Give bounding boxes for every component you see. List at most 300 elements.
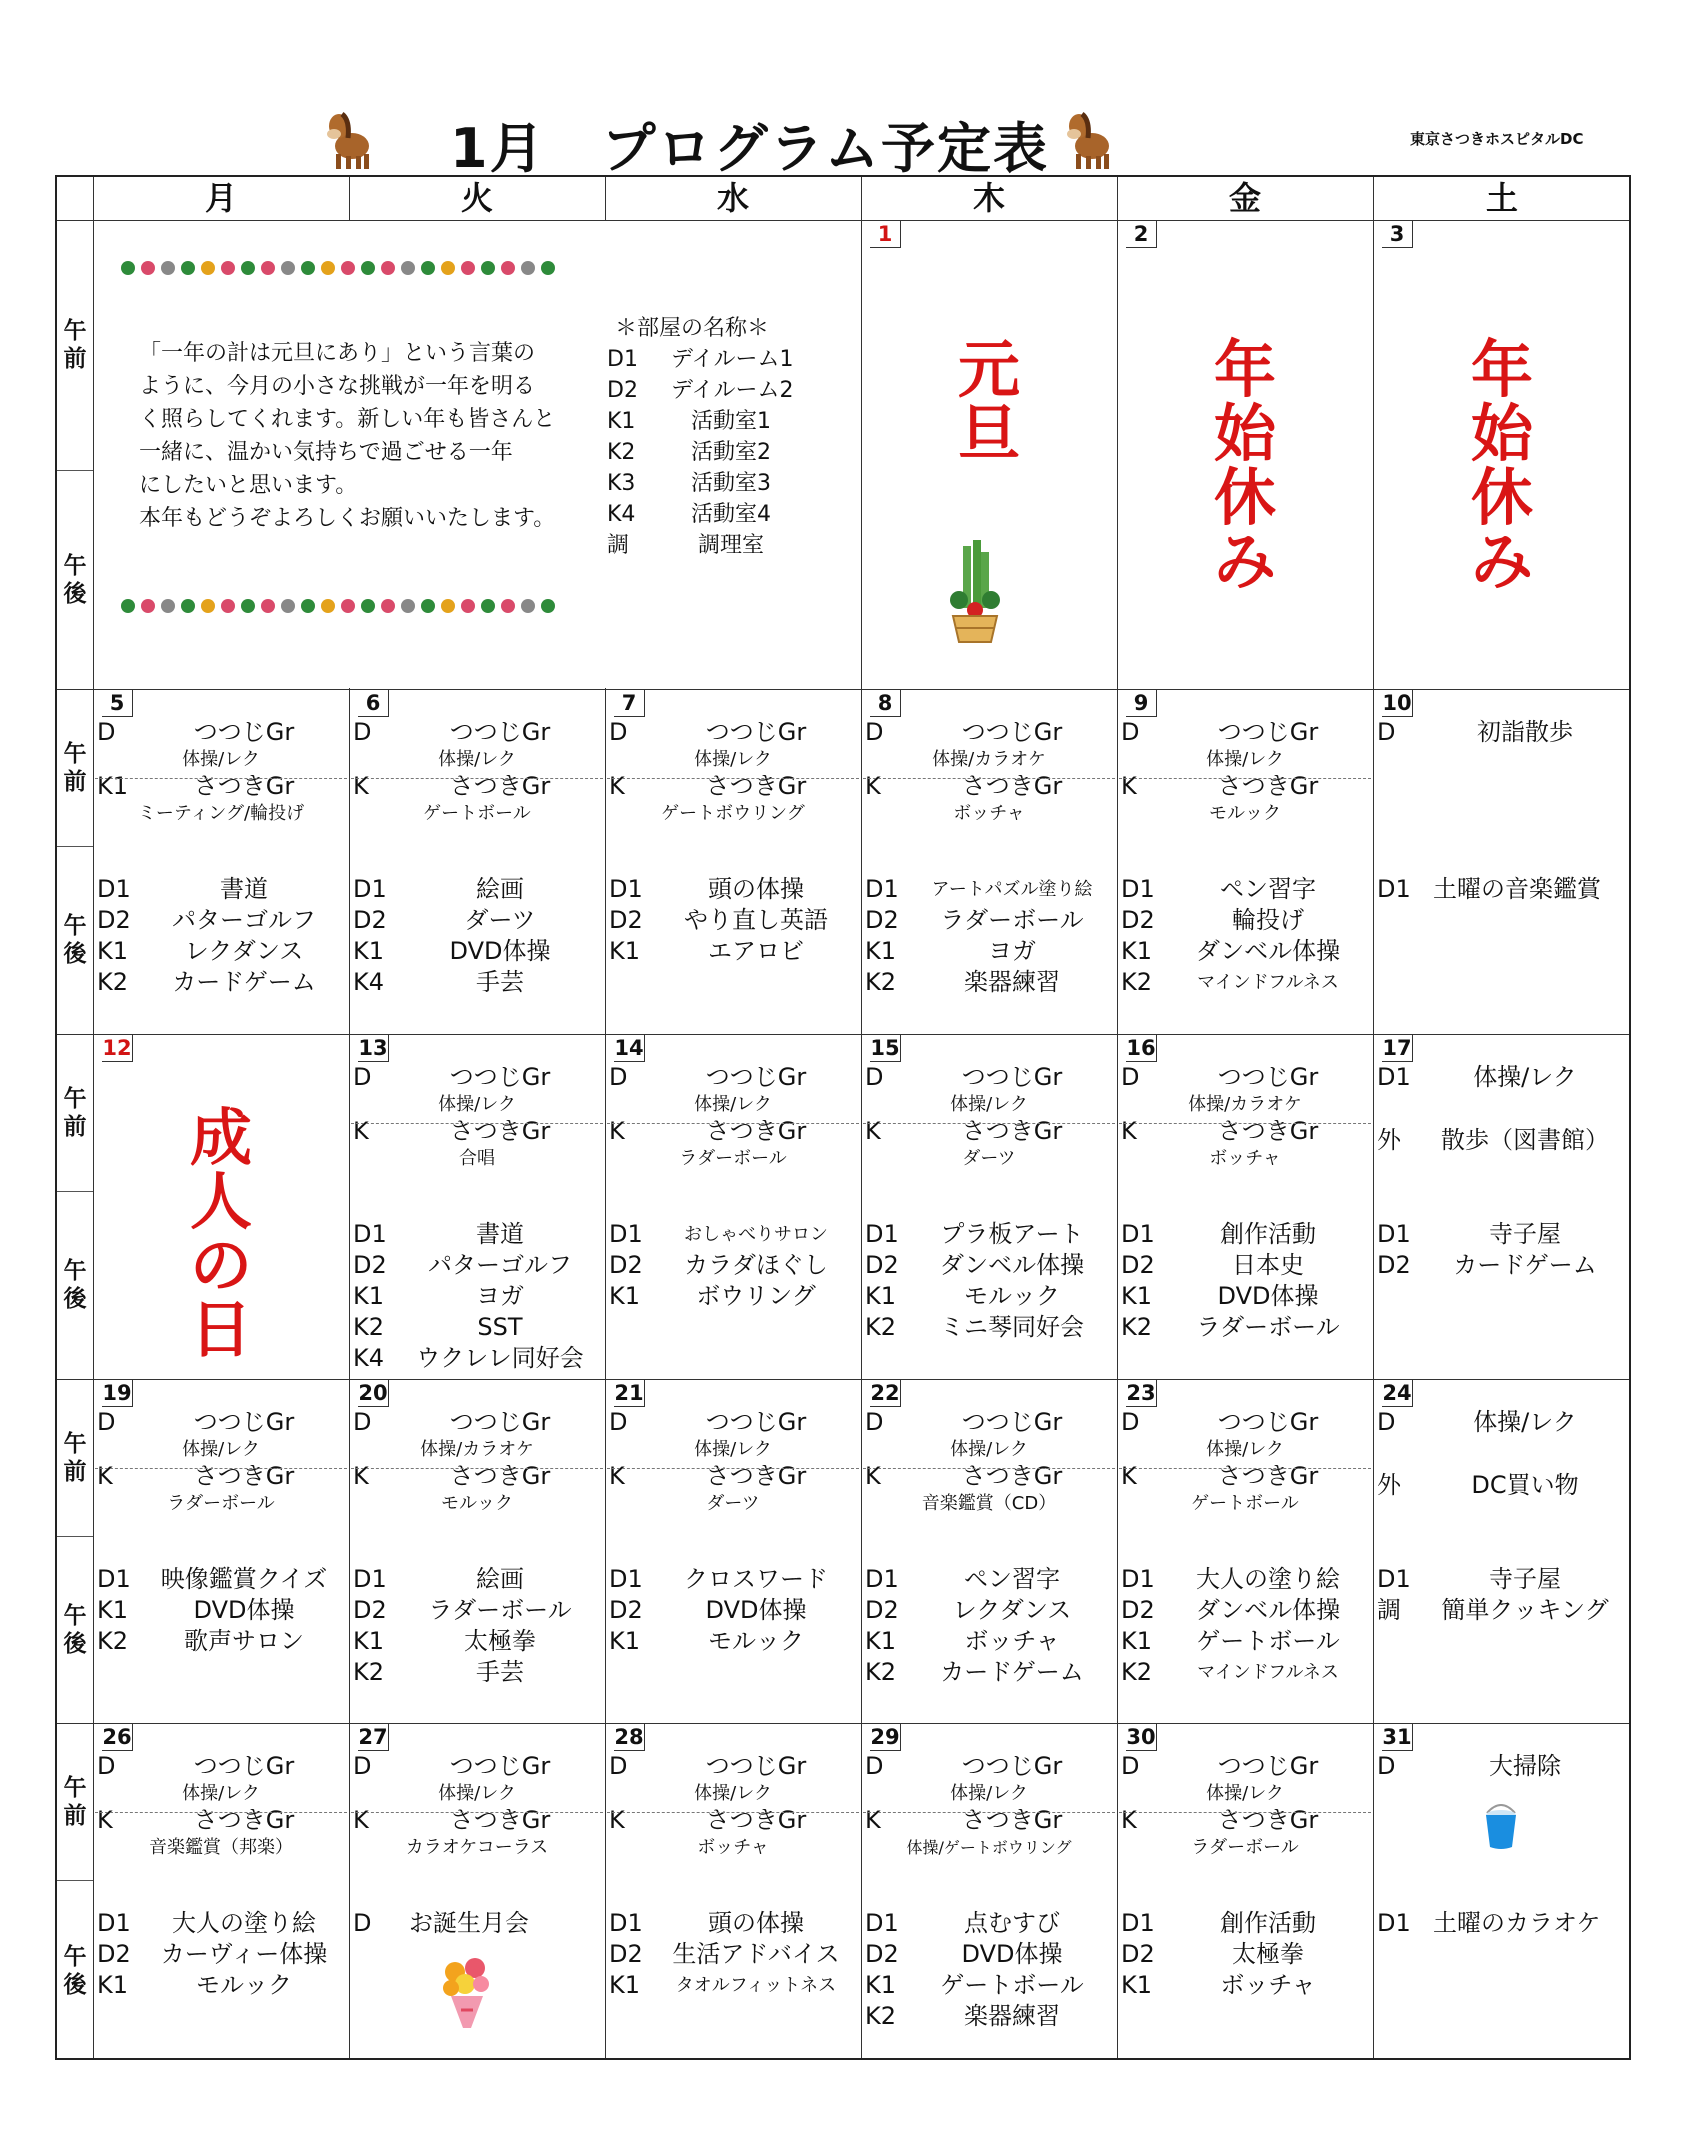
am-activity xyxy=(1121,1751,1369,1782)
am-char: 前 xyxy=(63,1802,87,1829)
activity-name: 体操/レク xyxy=(1473,1408,1577,1436)
date-number: 24 xyxy=(1382,1381,1412,1405)
date-number: 3 xyxy=(1382,221,1413,248)
activity-detail: 体操/レク xyxy=(950,1439,1028,1460)
room-code: D2 xyxy=(1121,1251,1155,1279)
activity-name: さつきGr xyxy=(193,1462,295,1490)
am-separator xyxy=(95,1812,347,1813)
room-code: K4 xyxy=(353,1344,385,1372)
activity-detail: ボッチャ xyxy=(1209,1148,1281,1169)
pm-activity xyxy=(609,936,857,967)
am-schedule xyxy=(865,1751,1113,1859)
activity-name: 太極拳 xyxy=(464,1627,536,1655)
am-label xyxy=(57,1774,93,1830)
activity-name: 書道 xyxy=(220,875,268,903)
greeting-line: く照らしてくれます。新しい年も皆さんと xyxy=(139,407,556,432)
date-number: 8 xyxy=(870,690,901,717)
am-activity xyxy=(353,1751,601,1782)
room-code: K xyxy=(865,1806,881,1834)
activity-name: つつじGr xyxy=(449,1063,551,1091)
room-code: K2 xyxy=(97,968,129,996)
activity-detail: 体操/カラオケ xyxy=(1188,1094,1302,1115)
activity-name: つつじGr xyxy=(705,1063,807,1091)
date-number: 22 xyxy=(870,1381,900,1405)
am-separator xyxy=(351,778,603,779)
activity-detail: ゲートボール xyxy=(423,803,531,824)
room-code: K2 xyxy=(1121,968,1153,996)
room-code: D1 xyxy=(1377,1565,1411,1593)
room-name: デイルーム1 xyxy=(671,347,794,372)
activity-name: つつじGr xyxy=(1217,1752,1319,1780)
room-code: K xyxy=(353,1117,369,1145)
pm-char: 午 xyxy=(63,1602,87,1629)
pm-activity xyxy=(1377,1908,1627,1939)
activity-name: さつきGr xyxy=(705,772,807,800)
activity-detail: ミーティング/輪投げ xyxy=(137,803,305,824)
am-activity xyxy=(865,1062,1113,1093)
kadomatsu-icon xyxy=(945,538,1005,652)
room-code: K1 xyxy=(353,1282,385,1310)
activity-detail: 音楽鑑賞（CD） xyxy=(921,1493,1057,1514)
date-number: 9 xyxy=(1126,690,1157,717)
am-label xyxy=(57,1430,93,1486)
am-activity xyxy=(1377,1407,1627,1438)
room-code: 調 xyxy=(1377,1596,1401,1624)
date-number: 12 xyxy=(102,1036,132,1060)
room-code: D1 xyxy=(609,1909,643,1937)
room-code: D1 xyxy=(865,1220,899,1248)
date-number: 19 xyxy=(102,1381,132,1405)
am-activity xyxy=(97,771,345,802)
date-number: 10 xyxy=(1382,691,1412,715)
pm-activity xyxy=(1377,1595,1627,1626)
pm-activity xyxy=(1121,1970,1369,2001)
pm-activity xyxy=(865,1281,1113,1312)
activity-name: つつじGr xyxy=(705,1408,807,1436)
am-activity xyxy=(353,1116,601,1147)
am-schedule xyxy=(1121,1751,1369,1859)
activity-name: DVD体操 xyxy=(193,1596,295,1624)
activity-name: 生活アドバイス xyxy=(672,1940,840,1968)
room-code: D xyxy=(865,1063,884,1091)
room-code: D2 xyxy=(353,1251,387,1279)
room-code: D xyxy=(1121,1063,1140,1091)
am-activity xyxy=(609,1062,857,1093)
activity-detail: 体操/カラオケ xyxy=(932,749,1046,770)
room-code: D2 xyxy=(865,1940,899,1968)
pm-schedule xyxy=(97,1564,345,1657)
room-code: K xyxy=(1121,1806,1137,1834)
pm-activity xyxy=(1121,936,1369,967)
pm-activity xyxy=(97,1564,345,1595)
date-number: 21 xyxy=(614,1381,644,1405)
activity-name: DVD体操 xyxy=(1217,1282,1319,1310)
date-number: 2 xyxy=(1126,221,1157,248)
pm-activity xyxy=(865,1219,1113,1250)
activity-name: つつじGr xyxy=(449,1408,551,1436)
holiday-char: の xyxy=(189,1229,252,1302)
am-activity xyxy=(1377,1062,1627,1093)
schedule-grid xyxy=(55,175,1631,2060)
room-code: D1 xyxy=(865,1909,899,1937)
room-code: D xyxy=(1121,1752,1140,1780)
weekday-header: 木 xyxy=(972,179,1005,217)
holiday-char: 始 xyxy=(1213,397,1276,470)
pm-activity xyxy=(1121,1595,1369,1626)
pm-activity xyxy=(865,967,1113,998)
holiday-label xyxy=(1467,333,1537,598)
am-activity xyxy=(609,1116,857,1147)
pm-activity xyxy=(609,1595,857,1626)
room-code: K2 xyxy=(607,440,636,465)
room-entry xyxy=(607,344,794,375)
room-code: K2 xyxy=(865,1313,897,1341)
room-code: D1 xyxy=(609,1565,643,1593)
activity-name: ラダーボール xyxy=(428,1596,572,1624)
activity-detail: 体操/レク xyxy=(950,1783,1028,1804)
am-separator xyxy=(1119,1123,1371,1124)
activity-name: さつきGr xyxy=(705,1462,807,1490)
activity-detail: 体操/レク xyxy=(1206,749,1284,770)
pm-activity xyxy=(609,874,857,905)
activity-detail: 体操/レク xyxy=(182,1439,260,1460)
room-code: K1 xyxy=(865,1282,897,1310)
pm-activity xyxy=(865,905,1113,936)
room-code: K1 xyxy=(1121,937,1153,965)
am-activity xyxy=(609,771,857,802)
bucket-icon xyxy=(1481,1801,1521,1855)
am-char: 午 xyxy=(63,1774,87,1801)
holiday-char: 休 xyxy=(1213,461,1276,534)
room-code: K xyxy=(353,1462,369,1490)
activity-name: 歌声サロン xyxy=(184,1627,304,1655)
room-name: 活動室1 xyxy=(691,409,771,434)
birthday-bouquet-icon xyxy=(437,1952,497,2036)
pm-activity xyxy=(97,1908,345,1939)
holiday-char: 年 xyxy=(1470,333,1533,406)
room-code: D xyxy=(97,1752,116,1780)
activity-detail: カラオケコーラス xyxy=(405,1837,549,1858)
room-code: D2 xyxy=(609,1596,643,1624)
holiday-char: 元 xyxy=(957,333,1020,406)
activity-name: クロスワード xyxy=(684,1565,828,1593)
pm-schedule xyxy=(1121,1564,1369,1688)
room-code: D1 xyxy=(97,1909,131,1937)
activity-name: つつじGr xyxy=(1217,1063,1319,1091)
pm-activity xyxy=(97,1939,345,1970)
am-separator xyxy=(351,1812,603,1813)
ampm-divider xyxy=(57,1880,93,1881)
am-activity xyxy=(1121,1461,1369,1492)
activity-name: ボッチャ xyxy=(1220,1971,1316,1999)
pm-schedule xyxy=(609,1908,857,2001)
room-code: K2 xyxy=(865,968,897,996)
intro-block xyxy=(95,221,859,688)
room-code: D2 xyxy=(1121,906,1155,934)
activity-name: 大掃除 xyxy=(1489,1752,1561,1780)
activity-detail: 体操/レク xyxy=(438,1783,516,1804)
activity-name: 書道 xyxy=(476,1220,524,1248)
activity-name: DVD体操 xyxy=(449,937,551,965)
pm-schedule xyxy=(865,1564,1113,1688)
room-code: K4 xyxy=(607,502,636,527)
room-name: デイルーム2 xyxy=(671,378,794,403)
room-code: D1 xyxy=(97,1565,131,1593)
room-name: 調理室 xyxy=(697,533,764,558)
pm-label xyxy=(57,552,93,608)
date-number: 1 xyxy=(870,221,901,248)
pm-activity xyxy=(353,936,601,967)
activity-name: さつきGr xyxy=(961,1806,1063,1834)
room-code: K3 xyxy=(607,471,636,496)
am-schedule xyxy=(1377,1751,1627,1782)
room-code: D xyxy=(609,1063,628,1091)
am-schedule xyxy=(609,1062,857,1170)
am-activity xyxy=(1121,771,1369,802)
am-label xyxy=(57,317,93,373)
activity-name: ペン習字 xyxy=(1220,875,1316,903)
am-activity xyxy=(353,771,601,802)
am-schedule xyxy=(865,1062,1113,1170)
room-code: K1 xyxy=(1121,1282,1153,1310)
room-code: D1 xyxy=(609,875,643,903)
pm-schedule xyxy=(353,1908,601,1939)
activity-name: つつじGr xyxy=(193,1752,295,1780)
am-activity xyxy=(353,717,601,748)
pm-activity xyxy=(353,905,601,936)
activity-name: つつじGr xyxy=(705,718,807,746)
pm-activity xyxy=(1121,1281,1369,1312)
pm-activity xyxy=(97,936,345,967)
pm-label xyxy=(57,1602,93,1658)
room-code: 外 xyxy=(1377,1471,1401,1499)
room-code: K1 xyxy=(609,1627,641,1655)
activity-name: 頭の体操 xyxy=(708,1909,804,1937)
room-code: K1 xyxy=(1121,1627,1153,1655)
holiday-char: み xyxy=(1213,525,1276,598)
am-activity xyxy=(865,771,1113,802)
activity-name: 手芸 xyxy=(476,968,524,996)
room-code: K1 xyxy=(607,409,636,434)
pm-activity xyxy=(97,874,345,905)
activity-name: 輪投げ xyxy=(1232,906,1304,934)
am-char: 午 xyxy=(63,1085,87,1112)
pm-activity xyxy=(97,1595,345,1626)
room-code: K2 xyxy=(353,1658,385,1686)
pm-label xyxy=(57,912,93,968)
activity-name: さつきGr xyxy=(449,1117,551,1145)
am-separator xyxy=(607,778,859,779)
room-code: K xyxy=(97,1462,113,1490)
pm-activity xyxy=(865,1908,1113,1939)
am-schedule xyxy=(609,717,857,825)
am-separator xyxy=(351,1123,603,1124)
am-activity xyxy=(97,1751,345,1782)
pm-activity xyxy=(1121,1908,1369,1939)
activity-name: つつじGr xyxy=(961,1063,1063,1091)
am-schedule xyxy=(609,1751,857,1859)
weekday-header: 月 xyxy=(204,179,237,217)
activity-name: ダンベル体操 xyxy=(1195,937,1341,965)
pm-label xyxy=(57,1257,93,1313)
am-char: 前 xyxy=(63,768,87,795)
activity-detail: ダーツ xyxy=(962,1148,1016,1169)
activity-name: さつきGr xyxy=(705,1117,807,1145)
activity-name: 寺子屋 xyxy=(1489,1565,1561,1593)
activity-detail: 体操/レク xyxy=(694,1094,772,1115)
room-code: K xyxy=(865,1117,881,1145)
activity-name: さつきGr xyxy=(961,772,1063,800)
activity-detail: ラダーボール xyxy=(1191,1837,1299,1858)
pm-schedule xyxy=(1377,874,1627,905)
am-separator xyxy=(607,1468,859,1469)
activity-name: つつじGr xyxy=(1217,718,1319,746)
date-number: 27 xyxy=(358,1725,388,1749)
pm-schedule xyxy=(1377,1219,1627,1281)
am-activity xyxy=(97,1461,345,1492)
activity-name: さつきGr xyxy=(193,772,295,800)
room-code: D xyxy=(865,718,884,746)
room-code: D1 xyxy=(1121,875,1155,903)
activity-detail: ダーツ xyxy=(706,1493,760,1514)
date-number: 20 xyxy=(358,1381,388,1405)
pm-schedule xyxy=(609,1564,857,1657)
am-activity xyxy=(1121,717,1369,748)
room-code: D xyxy=(353,1909,372,1937)
room-code: D xyxy=(97,718,116,746)
activity-name: DC買い物 xyxy=(1471,1471,1579,1499)
am-separator xyxy=(863,778,1115,779)
activity-name: 日本史 xyxy=(1232,1251,1304,1279)
am-schedule xyxy=(1377,1407,1627,1501)
column-divider xyxy=(1373,177,1374,2058)
greeting-message xyxy=(139,337,555,535)
pm-activity xyxy=(353,967,601,998)
pm-activity xyxy=(865,2001,1113,2032)
column-divider xyxy=(1117,177,1118,2058)
date-number: 15 xyxy=(870,1036,900,1060)
activity-name: カーヴィー体操 xyxy=(160,1940,328,1968)
room-code: K1 xyxy=(97,1971,129,1999)
pm-activity xyxy=(97,905,345,936)
pm-activity xyxy=(865,1939,1113,1970)
pm-activity xyxy=(1121,905,1369,936)
room-code: D1 xyxy=(607,347,638,372)
activity-name: 絵画 xyxy=(476,875,524,903)
room-code: K xyxy=(609,1462,625,1490)
pm-activity xyxy=(609,1626,857,1657)
activity-name: DVD体操 xyxy=(705,1596,807,1624)
pm-activity xyxy=(353,1626,601,1657)
room-legend xyxy=(607,313,794,561)
pm-activity xyxy=(865,1564,1113,1595)
activity-name: さつきGr xyxy=(961,1462,1063,1490)
activity-name: おしゃべりサロン xyxy=(684,1224,828,1245)
activity-name: 手芸 xyxy=(476,1658,524,1686)
room-code: D1 xyxy=(353,875,387,903)
activity-name: アートパズル塗り絵 xyxy=(931,879,1093,900)
am-activity xyxy=(609,1751,857,1782)
pm-schedule xyxy=(865,874,1113,998)
activity-name: カードゲーム xyxy=(1453,1251,1597,1279)
pm-activity xyxy=(97,1626,345,1657)
activity-name: つつじGr xyxy=(961,718,1063,746)
activity-name: さつきGr xyxy=(1217,1462,1319,1490)
pm-activity xyxy=(609,1281,857,1312)
room-code: D2 xyxy=(1377,1251,1411,1279)
am-activity xyxy=(1121,1116,1369,1147)
am-activity xyxy=(865,1116,1113,1147)
new-year-garland-decoration xyxy=(121,599,555,613)
pm-schedule xyxy=(1121,1219,1369,1343)
page-header xyxy=(0,100,1685,180)
room-code: D2 xyxy=(865,1251,899,1279)
activity-detail: 体操/レク xyxy=(950,1094,1028,1115)
am-separator xyxy=(607,1123,859,1124)
pm-schedule xyxy=(865,1908,1113,2032)
activity-name: 創作活動 xyxy=(1220,1909,1316,1937)
activity-detail: ゲートボウリング xyxy=(661,803,805,824)
room-code: D xyxy=(1377,1752,1396,1780)
activity-detail: 体操/カラオケ xyxy=(420,1439,534,1460)
holiday-char: み xyxy=(1470,525,1533,598)
activity-name: さつきGr xyxy=(1217,1806,1319,1834)
date-number: 7 xyxy=(614,690,645,717)
pm-char: 午 xyxy=(63,552,87,579)
pm-activity xyxy=(1377,1219,1627,1250)
room-legend-title: ＊部屋の名称＊ xyxy=(615,316,770,341)
pm-schedule xyxy=(609,1219,857,1312)
activity-detail: ラダーボール xyxy=(167,1493,275,1514)
weekday-header: 水 xyxy=(716,179,749,217)
activity-name: お誕生月会 xyxy=(409,1909,529,1937)
am-schedule xyxy=(97,717,345,825)
activity-name: 創作活動 xyxy=(1220,1220,1316,1248)
am-activity xyxy=(97,1805,345,1836)
activity-name: さつきGr xyxy=(449,1462,551,1490)
room-code: K xyxy=(1121,1462,1137,1490)
room-code: D2 xyxy=(609,1251,643,1279)
holiday-char: 人 xyxy=(189,1165,252,1238)
activity-detail: ラダーボール xyxy=(679,1148,787,1169)
room-code: D xyxy=(353,718,372,746)
room-code: K xyxy=(865,1462,881,1490)
pm-char: 後 xyxy=(63,1286,87,1312)
am-separator xyxy=(1119,778,1371,779)
room-code: D xyxy=(353,1408,372,1436)
room-code: K4 xyxy=(353,968,385,996)
room-code: D1 xyxy=(1377,1220,1411,1248)
pm-activity xyxy=(353,1250,601,1281)
pm-char: 午 xyxy=(63,1944,87,1970)
holiday-label xyxy=(954,333,1024,470)
room-entry xyxy=(607,437,791,468)
activity-name: モルック xyxy=(196,1971,292,1999)
am-activity xyxy=(1377,1125,1627,1156)
am-schedule xyxy=(97,1407,345,1515)
activity-name: ラダーボール xyxy=(1196,1313,1340,1341)
room-code: D1 xyxy=(865,875,899,903)
pm-activity xyxy=(1377,1564,1627,1595)
room-code: D xyxy=(1121,1408,1140,1436)
date-number: 31 xyxy=(1382,1725,1412,1749)
activity-name: 散歩（図書館） xyxy=(1441,1126,1609,1154)
date-number: 16 xyxy=(1126,1036,1156,1060)
activity-name: ボッチャ xyxy=(964,1627,1060,1655)
pm-activity xyxy=(865,1250,1113,1281)
am-activity xyxy=(609,1407,857,1438)
pm-activity xyxy=(353,1312,601,1343)
